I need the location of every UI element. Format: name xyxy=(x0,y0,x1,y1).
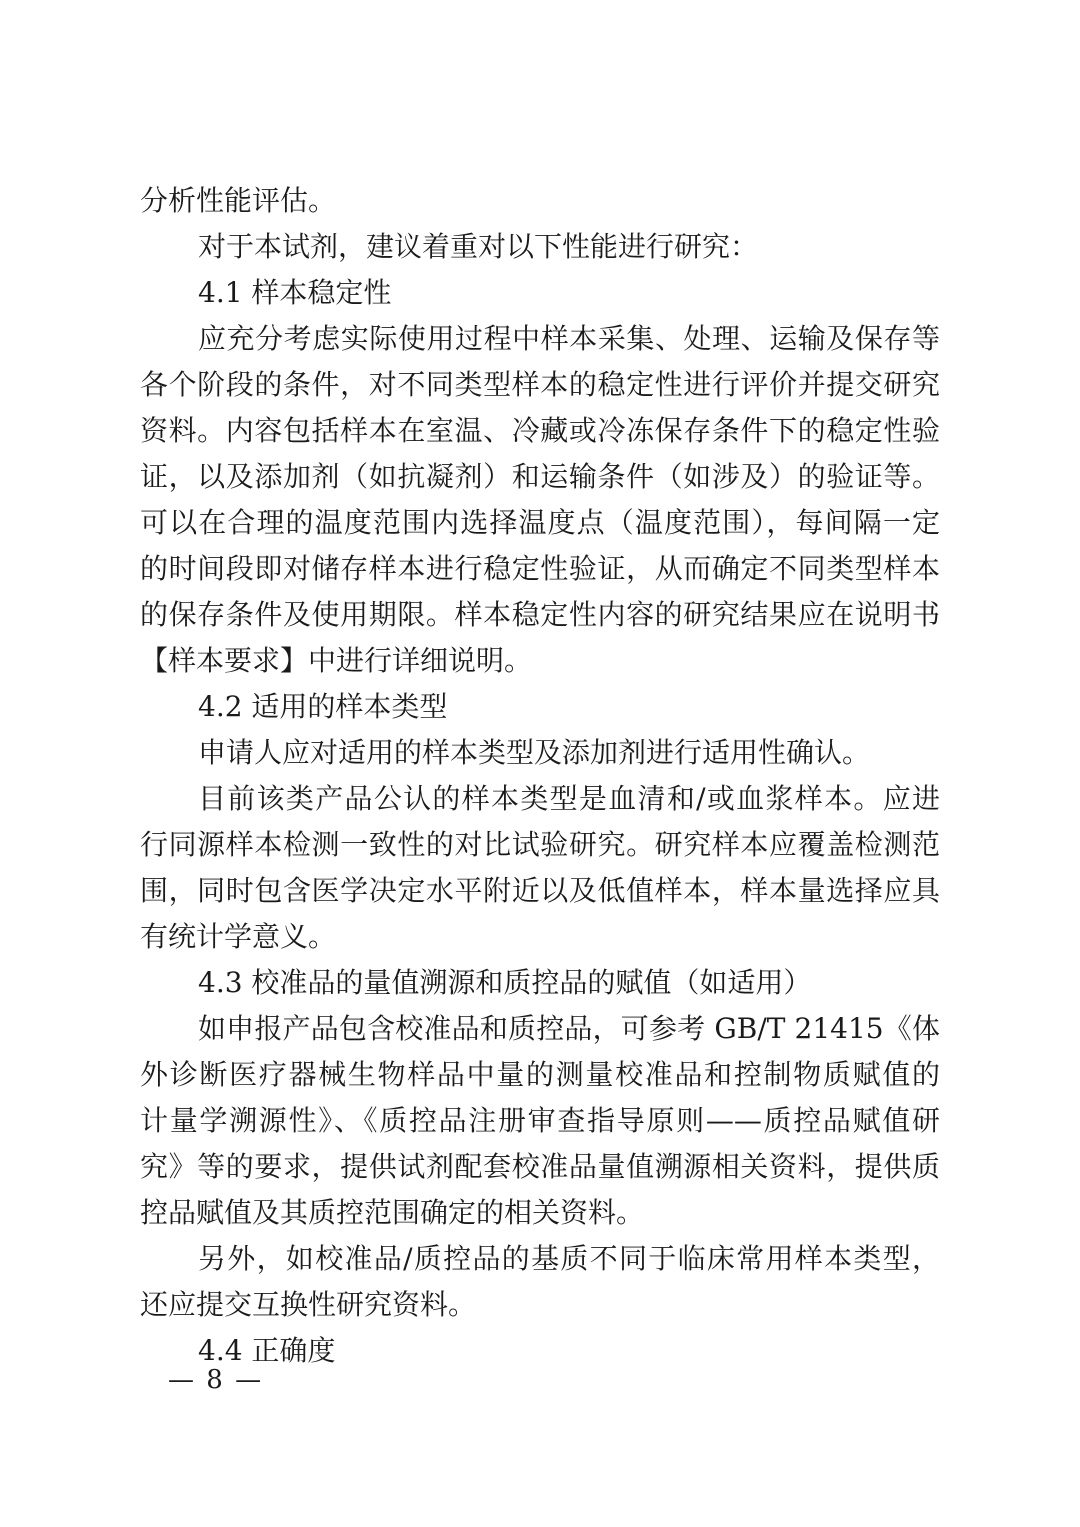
paragraph-line: 计量学溯源性》、《质控品注册审查指导原则——质控品赋值研 xyxy=(140,1104,940,1137)
paragraph-line: 目前该类产品公认的样本类型是血清和/或血浆样本。应进 xyxy=(198,782,940,815)
paragraph-line: 外诊断医疗器械生物样品中量的测量校准品和控制物质赋值的 xyxy=(140,1058,940,1091)
section-heading-4-2: 4.2 适用的样本类型 xyxy=(198,690,448,723)
paragraph-line: 有统计学意义。 xyxy=(140,920,337,953)
section-heading-4-4: 4.4 正确度 xyxy=(198,1334,336,1367)
page-number: — 8 — xyxy=(168,1365,264,1395)
paragraph-line: 另外，如校准品/质控品的基质不同于临床常用样本类型， xyxy=(198,1242,940,1275)
paragraph-line: 行同源样本检测一致性的对比试验研究。研究样本应覆盖检测范 xyxy=(140,828,940,861)
paragraph-line: 围，同时包含医学决定水平附近以及低值样本，样本量选择应具 xyxy=(140,874,940,907)
paragraph-line: 的保存条件及使用期限。样本稳定性内容的研究结果应在说明书 xyxy=(140,598,940,631)
paragraph-line: 的时间段即对储存样本进行稳定性验证，从而确定不同类型样本 xyxy=(140,552,940,585)
paragraph-line: 申请人应对适用的样本类型及添加剂进行适用性确认。 xyxy=(198,736,871,769)
paragraph-line: 可以在合理的温度范围内选择温度点（温度范围），每间隔一定 xyxy=(140,506,940,539)
paragraph-line: 分析性能评估。 xyxy=(140,184,337,217)
section-heading-4-1: 4.1 样本稳定性 xyxy=(198,276,392,309)
paragraph-line: 如申报产品包含校准品和质控品，可参考 GB/T 21415《体 xyxy=(198,1012,940,1045)
paragraph-line: 各个阶段的条件，对不同类型样本的稳定性进行评价并提交研究 xyxy=(140,368,940,401)
paragraph-line: 控品赋值及其质控范围确定的相关资料。 xyxy=(140,1196,645,1229)
section-heading-4-3: 4.3 校准品的量值溯源和质控品的赋值（如适用） xyxy=(198,966,812,999)
paragraph-line: 证，以及添加剂（如抗凝剂）和运输条件（如涉及）的验证等。 xyxy=(140,460,940,493)
paragraph-line: 究》等的要求，提供试剂配套校准品量值溯源相关资料，提供质 xyxy=(140,1150,940,1183)
paragraph-line: 应充分考虑实际使用过程中样本采集、处理、运输及保存等 xyxy=(198,322,940,355)
paragraph-line: 还应提交互换性研究资料。 xyxy=(140,1288,477,1321)
paragraph-line: 对于本试剂，建议着重对以下性能进行研究： xyxy=(198,230,759,263)
paragraph-line: 【样本要求】中进行详细说明。 xyxy=(140,644,533,677)
paragraph-line: 资料。内容包括样本在室温、冷藏或冷冻保存条件下的稳定性验 xyxy=(140,414,940,447)
